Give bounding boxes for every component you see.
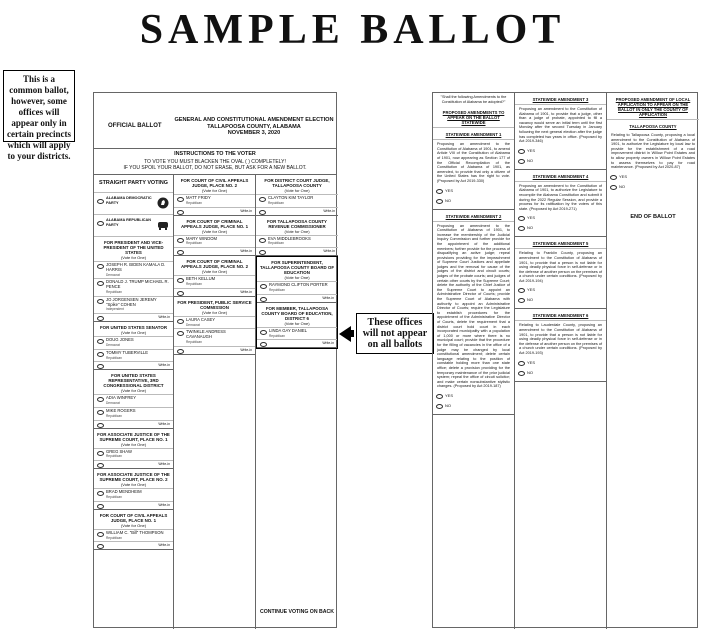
- no-option[interactable]: NO: [433, 401, 514, 411]
- ballot-back: [432, 92, 698, 628]
- continue-voting-label: CONTINUE VOTING ON BACK: [259, 609, 335, 615]
- elephant-icon: [157, 219, 169, 231]
- candidate-option[interactable]: [257, 281, 337, 294]
- vote-for-label: (Vote for One): [284, 275, 310, 281]
- vote-for-label: (Vote for One): [284, 228, 310, 234]
- race-title-text: FOR COURT OF CIVIL APPEALS JUDGE, PLACE NO. 2: [180, 178, 249, 188]
- race-section: [257, 303, 337, 349]
- write-in-option[interactable]: Write-in: [94, 313, 173, 321]
- write-in-option[interactable]: Write-in: [257, 339, 337, 347]
- ballot-column-1: [94, 175, 174, 629]
- vote-for-label: (Vote for One): [120, 522, 147, 528]
- candidate-party: Republican: [106, 289, 122, 294]
- candidate-name: CLAYTON KIM TAYLOR: [268, 195, 314, 200]
- candidate-option[interactable]: [257, 327, 337, 340]
- amendment-text: Proposing an amendment to the Constitution of Alabama of 1901, to increase the membership of the Judicial Inquiry Commission and further provide for the appointment of the additional members; further provide for the process of disqualifying an active judge; repeal provisions providing for the impeachment of Supreme Court Justices and appellate judges and the removal for cause of the judges of the district and circuit courts; judges of the probate courts; and judges of certain other courts by the Supreme Court; delete the authority of the Chief Justice of the Supreme Court to appoint an Administrative Director of Courts; provide the Supreme Court of Alabama with authority to appoint an Administrative Director of Courts; require the Legislature to establish procedures for the appointment of the Administrative Director of Courts, delete the requirement that a district court hold court in each incorporated municipality with a population of 1,000 or more where there is no municipal court; provide that the procedure for the filling of vacancies in the office of a judge may be changed by local constitutional amendment; delete certain language relating to the position of constable holding more than one state office; delete a provision providing for the temporary maintenance of the prior judicial system; repeal the office of circuit solicitor; and make certain nonsubstantive stylistic changes. (Proposed by Act 2019-187): [437, 223, 510, 389]
- yes-option[interactable]: YES: [515, 358, 606, 368]
- amendment-title: STATEWIDE AMENDMENT 1: [433, 128, 514, 140]
- candidate-party: Republican: [106, 355, 122, 360]
- write-in-option[interactable]: Write-in: [174, 346, 255, 354]
- candidate-option[interactable]: [174, 275, 255, 288]
- race-title: [94, 370, 173, 394]
- end-of-ballot: END OF BALLOT: [630, 213, 676, 220]
- race-title-text: FOR COURT OF CRIMINAL APPEALS JUDGE, PLACE NO. 2: [180, 259, 249, 270]
- candidate-option[interactable]: [174, 316, 255, 329]
- candidate-name: ADIA WINFREY: [106, 395, 137, 401]
- candidate-option[interactable]: [174, 194, 255, 207]
- vote-for-label: (Vote for One): [284, 188, 310, 193]
- candidate-party: Democrat: [106, 342, 120, 347]
- no-option[interactable]: NO: [515, 368, 606, 378]
- candidate-party: Republican: [186, 200, 202, 205]
- local-amendment-text: Relating to Tallapoosa County, proposing a local amendment to the Constitution of Alabama of 1901, to authorize the Legislature by local law to provide for the establishment of a road improvement district in Willow Point Estates and to allow property owners in Willow Point Estates to assess themselves to pay for road maintenance. (Proposed by Act 2020-87): [611, 133, 695, 170]
- candidate-option[interactable]: [174, 328, 255, 345]
- candidate-name: JO JORGENSEN JEREMY "Spike" COHEN: [106, 296, 157, 307]
- write-in-option[interactable]: Write-in: [94, 501, 173, 509]
- race-title: [94, 429, 173, 448]
- race-section: [94, 237, 173, 322]
- candidate-option[interactable]: [94, 336, 173, 349]
- candidate-name: RAYMOND CLIFTON PORTER: [269, 282, 328, 288]
- candidate-name: WILLIAM C. "Bill" THOMPSON: [106, 529, 164, 535]
- candidate-option[interactable]: [94, 278, 173, 295]
- race-section: [174, 175, 255, 216]
- candidate-party: Republican: [106, 413, 122, 418]
- candidate-party: Republican: [269, 333, 285, 338]
- write-in-option[interactable]: Write-in: [174, 247, 255, 255]
- candidate-option[interactable]: [94, 296, 173, 313]
- race-title: [257, 303, 337, 327]
- race-title-text: FOR ASSOCIATE JUSTICE OF THE SUPREME COURT, PLACE NO. 2: [97, 472, 170, 483]
- official-ballot-label: OFFICIAL BALLOT: [108, 123, 162, 129]
- candidate-option[interactable]: [94, 488, 173, 501]
- vote-for-label: (Vote for One): [120, 330, 147, 336]
- rooster-icon: [157, 197, 169, 209]
- race-section: [94, 429, 173, 470]
- candidate-name: DONALD J. TRUMP MICHAEL R. PENCE: [106, 279, 169, 290]
- party-option[interactable]: [94, 193, 173, 215]
- race-section: [94, 510, 173, 551]
- race-title-text: FOR COURT OF CRIMINAL APPEALS JUDGE, PLACE NO. 1: [180, 218, 249, 229]
- candidate-name: GREG SHAW: [106, 448, 132, 454]
- race-title-text: FOR SUPERINTENDENT, TALLAPOOSA COUNTY BOARD OF EDUCATION: [259, 260, 335, 276]
- candidate-party: Republican: [268, 200, 284, 205]
- write-in-option[interactable]: Write-in: [94, 420, 173, 428]
- candidate-option[interactable]: [94, 394, 173, 407]
- write-in-option[interactable]: Write-in: [256, 247, 338, 255]
- race-section: [94, 322, 173, 370]
- ballot-column-3: [256, 175, 338, 629]
- race-section: [257, 257, 337, 303]
- candidate-option[interactable]: [256, 235, 338, 248]
- offices-note: [339, 313, 434, 354]
- no-option[interactable]: NO: [515, 295, 606, 305]
- candidate-party: Republican: [268, 241, 284, 246]
- write-in-option[interactable]: Write-in: [174, 207, 255, 215]
- race-section: [94, 469, 173, 510]
- yes-option[interactable]: YES: [515, 213, 606, 223]
- race-title-text: FOR MEMBER, TALLAPOOSA COUNTY BOARD OF EDUCATION, DISTRICT 6: [261, 305, 333, 321]
- race-section: [174, 256, 255, 297]
- amendment-text: Proposing an amendment to the Constitution of Alabama of 1901, to authorize the Legislature to recompile the Alabama Constitution and submit it during the 2022 Regular Session, and provide a process for its ratification by the voters of this state. (Proposed by Act 2019-271): [519, 183, 602, 211]
- race-title: [94, 322, 173, 336]
- amendment-section: [515, 93, 606, 170]
- ballot-column-2: [174, 175, 256, 629]
- write-in-option[interactable]: Write-in: [256, 207, 338, 215]
- amendment-title: STATEWIDE AMENDMENT 2: [433, 210, 514, 222]
- candidate-option[interactable]: [256, 194, 338, 207]
- candidate-name: JOSEPH R. BIDEN KAMALA D. HARRIS: [106, 262, 166, 272]
- race-title-text: FOR PRESIDENT, PUBLIC SERVICE COMMISSION: [177, 299, 252, 310]
- candidate-party: Independent: [106, 307, 124, 312]
- write-in-option[interactable]: Write-in: [94, 541, 173, 549]
- race-title-text: FOR COURT OF CIVIL APPEALS JUDGE, PLACE NO. 1: [99, 512, 168, 523]
- back-column-2: [515, 93, 607, 629]
- vote-for-label: (Vote for One): [201, 309, 228, 315]
- candidate-option[interactable]: [94, 349, 173, 362]
- race-section: [174, 297, 255, 355]
- candidate-party: Republican: [106, 454, 122, 459]
- local-yes-option[interactable]: YES: [607, 172, 699, 182]
- candidate-option[interactable]: [94, 407, 173, 420]
- party-name: ALABAMA DEMOCRATIC PARTY: [106, 196, 152, 205]
- amendment-section: [515, 309, 606, 381]
- race-title: [257, 257, 337, 281]
- no-option[interactable]: NO: [515, 223, 606, 233]
- candidate-party: Republican: [106, 535, 122, 540]
- back-column-3: [607, 93, 699, 629]
- amendment-title: STATEWIDE AMENDMENT 4: [515, 170, 606, 182]
- candidate-name: BETH KELLUM: [186, 276, 216, 282]
- candidate-name: TWINKLE ANDRESS CAVANAUGH: [186, 329, 226, 340]
- race-title: [174, 256, 255, 275]
- race-title: [256, 175, 338, 194]
- vote-for-label: (Vote for One): [120, 255, 147, 260]
- amendment-text: Relating to Lauderdale County, proposing an amendment to the Constitution of Alabama of 1901, to provide that a person is not liable for using deadly physical force in self-defense or in the defense of another person on the premises of a church under certain conditions. (Proposed by Act 2019-193): [519, 323, 602, 356]
- race-section: [256, 216, 338, 257]
- no-option[interactable]: NO: [515, 156, 606, 166]
- common-ballot-note: This is a common ballot, however, some offices will appear only in certain precincts which will apply to your districts.: [3, 70, 75, 142]
- proposed-amendments-title: PROPOSED AMENDMENTS TO APPEAR ON THE BALLOT STATEWIDE: [433, 106, 514, 128]
- election-title: GENERAL AND CONSTITUTIONAL AMENDMENT ELECTION TALLAPOOSA COUNTY, ALABAMA NOVEMBER 3, 2020: [174, 117, 334, 136]
- sample-ballot-banner: SAMPLE BALLOT: [139, 7, 566, 53]
- write-in-option[interactable]: Write-in: [174, 288, 255, 296]
- vote-for-label: (Vote for One): [201, 188, 228, 193]
- amendment-section: [433, 210, 514, 415]
- race-title: [94, 237, 173, 261]
- party-option[interactable]: [94, 215, 173, 237]
- candidate-option[interactable]: [94, 448, 173, 461]
- race-section: [174, 216, 255, 257]
- candidate-party: Republican: [106, 494, 122, 499]
- race-title: [94, 510, 173, 529]
- vote-for-label: (Vote for One): [201, 269, 228, 275]
- race-title: [94, 469, 173, 488]
- not-on-all-ballots-box: [256, 256, 338, 349]
- no-option[interactable]: NO: [433, 196, 514, 206]
- yes-option[interactable]: YES: [433, 391, 514, 401]
- candidate-party: Democrat: [106, 272, 120, 277]
- candidate-name: DOUG JONES: [106, 337, 134, 343]
- amendment-section: [515, 170, 606, 238]
- race-title: [174, 297, 255, 316]
- race-title: [174, 175, 255, 194]
- race-title: [174, 216, 255, 235]
- straight-party-title: STRAIGHT PARTY VOTING: [94, 175, 173, 193]
- back-column-1: [433, 93, 515, 629]
- candidate-name: EVA MIDDLEBROOKS: [268, 235, 311, 241]
- candidate-name: MIKE ROGERS: [106, 407, 136, 413]
- race-title-text: FOR DISTRICT COURT JUDGE, TALLAPOOSA COUNTY: [264, 178, 330, 188]
- candidate-name: LAURA CASEY: [186, 316, 216, 322]
- amendment-text: Relating to Franklin County, proposing an amendment to the Constitution of Alabama of 1901, to provide that a person is not liable for using deadly physical force in self-defense or in the defense of another person on the premises of a church under certain conditions. (Proposed by Act 2019-194): [519, 251, 602, 283]
- amendment-section: [433, 128, 514, 209]
- candidate-option[interactable]: [94, 261, 173, 278]
- write-in-option[interactable]: Write-in: [257, 294, 337, 302]
- yes-option[interactable]: YES: [433, 186, 514, 196]
- race-title-text: FOR PRESIDENT AND VICE-PRESIDENT OF THE UNITED STATES: [103, 240, 164, 255]
- candidate-name: LINDA GAY DANIEL: [269, 327, 308, 333]
- candidate-name: MATT FRIDY: [186, 195, 211, 200]
- voter-instructions: INSTRUCTIONS TO THE VOTER TO VOTE YOU MUST BLACKEN THE OVAL ( ) COMPLETELY! IF YOU SPOIL YOUR BALLOT, DO NOT ERASE, BUT ASK FOR A NEW BALLOT.: [94, 149, 336, 175]
- race-title-text: FOR UNITED STATES SENATOR: [100, 325, 167, 331]
- amendment-title: STATEWIDE AMENDMENT 6: [515, 309, 606, 321]
- candidate-option[interactable]: [94, 529, 173, 542]
- write-in-option[interactable]: Write-in: [94, 460, 173, 468]
- race-title-text: FOR UNITED STATES REPRESENTATIVE, 3RD CONGRESSIONAL DISTRICT: [103, 373, 164, 389]
- write-in-option[interactable]: Write-in: [94, 361, 173, 369]
- candidate-party: Republican: [186, 339, 202, 344]
- candidate-option[interactable]: [174, 235, 255, 248]
- race-title: [256, 216, 338, 235]
- vote-for-label: (Vote for One): [120, 441, 147, 447]
- party-name: ALABAMA REPUBLICAN PARTY: [106, 218, 151, 227]
- local-no-option[interactable]: NO: [607, 182, 699, 192]
- amendment-text: Proposing an amendment to the Constitution of Alabama of 1901, to amend Article VIII of the Constitution of Alabama of 1901, now appearing as Section 177 of the Official Recompilation of the Constitution of Alabama of 1901, as amended, to provide that only a citizen of the United States has the right to vote. (Proposed by Act 2019-330): [437, 142, 510, 183]
- race-section: [256, 175, 338, 216]
- local-county: TALLAPOOSA COUNTY: [629, 124, 677, 129]
- amendment-section: [515, 237, 606, 309]
- candidate-party: Republican: [269, 287, 285, 292]
- vote-for-label: (Vote for One): [284, 320, 310, 326]
- amendment-title: STATEWIDE AMENDMENT 5: [515, 237, 606, 249]
- amendment-text: Proposing an amendment to the Constitution of Alabama of 1901, to provide that a judge, other than a judge of probate, appointed to fill a vacancy would serve an initial term until the first Monday after the second Tuesday in January following the next general election after the judge has completed two years in office. (Proposed by Act 2019-346): [519, 107, 602, 144]
- race-section: [94, 370, 173, 428]
- amendments-intro: "Shall the following Amendments to the Constitution of Alabama be adopted?": [440, 95, 507, 104]
- race-title-text: FOR ASSOCIATE JUSTICE OF THE SUPREME COURT, PLACE NO. 1: [97, 431, 170, 442]
- candidate-party: Democrat: [106, 401, 120, 406]
- candidate-party: Republican: [186, 281, 202, 286]
- yes-option[interactable]: YES: [515, 146, 606, 156]
- offices-note-text: These offices will not appear on all ballots: [356, 313, 434, 354]
- candidate-name: BRAD MENDHEIM: [106, 489, 142, 495]
- amendment-title: STATEWIDE AMENDMENT 3: [515, 93, 606, 105]
- candidate-party: Democrat: [186, 322, 200, 327]
- candidate-name: MARY WINDOM: [186, 235, 218, 241]
- candidate-name: TOMMY TUBERVILLE: [106, 349, 149, 355]
- vote-for-label: (Vote for One): [120, 388, 147, 394]
- ballot-front: [93, 92, 337, 628]
- local-amendment-title: PROPOSED AMENDMENT OF LOCAL APPLICATION TO APPEAR ON THE BALLOT IN ONLY THE COUNTY OF APPLICATION: [607, 93, 699, 120]
- vote-for-label: (Vote for One): [201, 228, 228, 234]
- ballot-header: [94, 93, 336, 149]
- candidate-party: Republican: [186, 241, 202, 246]
- race-title-text: FOR TALLAPOOSA COUNTY REVENUE COMMISSIONER: [266, 218, 327, 229]
- yes-option[interactable]: YES: [515, 285, 606, 295]
- vote-for-label: (Vote for One): [120, 482, 147, 488]
